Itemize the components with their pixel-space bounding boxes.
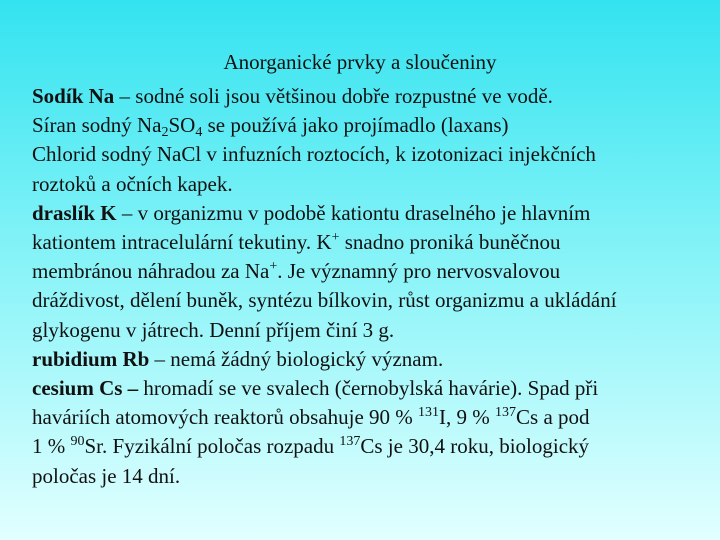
cesium-label: cesium Cs – xyxy=(32,376,139,401)
cesium-line-3 xyxy=(32,432,712,461)
cesium-line-2-c: Cs a pod xyxy=(516,405,590,430)
potassium-sup: + xyxy=(331,230,340,246)
potassium-line-2-a: kationtem intracelulární tekutiny. K xyxy=(32,230,332,255)
cesium-isotope-sup: 137 xyxy=(495,405,517,421)
strontium-isotope-sup: 90 xyxy=(70,434,85,450)
sulfate-text-b: SO xyxy=(168,113,196,138)
cesium-line-3-c: Cs je 30,4 roku, biologický xyxy=(360,434,590,459)
cesium-line-2 xyxy=(32,403,712,432)
potassium-line-2-b: snadno proniká buněčnou xyxy=(339,230,561,255)
sulfate-line xyxy=(32,111,712,140)
sodium-text: – sodné soli jsou většinou dobře rozpustné ve vodě. xyxy=(114,84,553,108)
cesium-line-2-b: I, 9 % xyxy=(439,405,496,430)
cesium-line-3-a: 1 % xyxy=(32,434,71,459)
rubidium-line xyxy=(32,345,712,374)
cesium-line-3-b: Sr. Fyzikální poločas rozpadu xyxy=(84,434,340,459)
cesium-line-2-a: haváriích atomových reaktorů obsahuje 90 % xyxy=(32,405,419,430)
sodium-label: Sodík Na xyxy=(32,84,115,108)
chloride-line-2: roztoků a očních kapek. xyxy=(32,171,233,196)
potassium-label: draslík K xyxy=(32,200,117,225)
iodine-isotope-sup: 131 xyxy=(418,405,440,421)
potassium-line-1 xyxy=(32,199,712,228)
potassium-line-2 xyxy=(32,228,712,257)
cesium-line-1 xyxy=(32,374,712,403)
sodium-line xyxy=(32,82,712,111)
cesium-text-1: hromadí se ve svalech (černobylská havárie). Spad při xyxy=(138,376,599,401)
sodium-ion-sup: + xyxy=(269,259,278,275)
chloride-line-1: Chlorid sodný NaCl v infuzních roztocích, k izotonizaci injekčních xyxy=(32,142,596,167)
potassium-text-1: – v organizmu v podobě kationtu draselného je hlavním xyxy=(116,200,591,225)
sulfate-sub-1: 2 xyxy=(161,125,169,141)
sulfate-text-c: se používá jako projímadlo (laxans) xyxy=(202,113,509,138)
potassium-line-3 xyxy=(32,257,712,286)
slide-title: Anorganické prvky a sloučeniny xyxy=(223,50,497,74)
potassium-line-4: dráždivost, dělení buněk, syntézu bílkovin, růst organizmu a ukládání xyxy=(32,288,617,313)
slide-body xyxy=(32,82,712,491)
cesium-isotope-sup-2: 137 xyxy=(339,434,361,450)
sulfate-sub-2: 4 xyxy=(195,125,203,141)
cesium-line-4: poločas je 14 dní. xyxy=(32,463,181,488)
potassium-line-5: glykogenu v játrech. Denní příjem činí 3 g. xyxy=(32,317,395,342)
rubidium-label: rubidium Rb xyxy=(32,346,150,371)
potassium-line-3-b: . Je významný pro nervosvalovou xyxy=(277,259,561,284)
potassium-line-3-a: membránou náhradou za Na xyxy=(32,259,270,284)
rubidium-text: – nemá žádný biologický význam. xyxy=(149,346,444,371)
sulfate-text-a: Síran sodný Na xyxy=(32,113,162,138)
